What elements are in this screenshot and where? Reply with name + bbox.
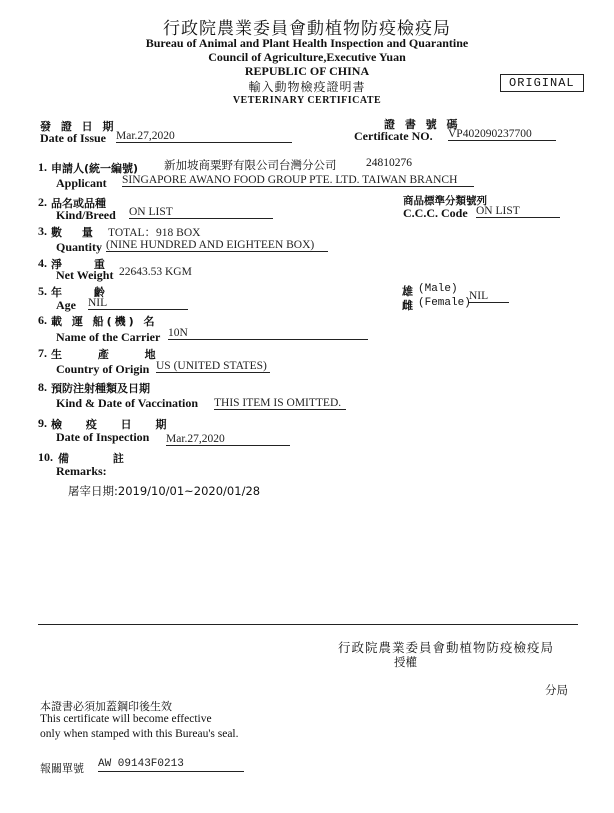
net-weight-value: 22643.53 KGM: [119, 266, 192, 278]
date-of-issue-label: Date of Issue: [40, 131, 106, 145]
field-number: 7.: [38, 346, 47, 360]
carrier-label: Name of the Carrier: [56, 330, 161, 344]
applicant-value-zh: 新加坡商粟野有限公司台灣分公司: [164, 158, 337, 172]
carrier-label-zh: 載 運 船(機) 名: [51, 315, 158, 328]
agency-title-zh: 行政院農業委員會動植物防疫檢疫局: [163, 19, 451, 39]
origin-label: Country of Origin: [56, 362, 150, 376]
quantity-words-value: (NINE HUNDRED AND EIGHTEEN BOX): [106, 239, 328, 252]
origin-label-zh: 生 產 地: [51, 348, 172, 361]
female-label: (Female): [418, 297, 471, 309]
field-number: 1.: [38, 160, 47, 174]
field-number: 6.: [38, 313, 47, 327]
quantity-label-zh: 數 量: [51, 226, 101, 239]
field-number: 3.: [38, 224, 47, 238]
vaccination-label-zh: 預防注射種類及日期: [51, 382, 150, 395]
field-number: 9.: [38, 416, 47, 430]
quantity-value: TOTAL：918 BOX: [108, 227, 201, 239]
customs-number-value: AW 09143F0213: [98, 759, 244, 772]
field-number: 10.: [38, 450, 53, 464]
remarks-value: 屠宰日期:2019/10/01~2020/01/28: [68, 484, 261, 498]
applicant-label: Applicant: [56, 176, 107, 190]
applicant-label-zh: 申請人(統一編號): [51, 162, 139, 175]
certificate-no-label-zh: 證 書 號 碼: [384, 118, 461, 131]
applicant-tax-id: 24810276: [366, 157, 412, 169]
original-stamp-box: ORIGINAL: [500, 74, 584, 92]
age-value: NIL: [88, 297, 188, 310]
inspection-label: Date of Inspection: [56, 430, 150, 444]
applicant-value: SINGAPORE AWANO FOOD GROUP PTE. LTD. TAIWAN BRANCH: [122, 174, 474, 187]
carrier-value: 10N: [168, 327, 368, 340]
ccc-code-label: C.C.C. Code: [403, 206, 468, 220]
inspection-value: Mar.27,2020: [166, 433, 290, 446]
sex-value: NIL: [469, 290, 509, 303]
ccc-code-value: ON LIST: [476, 205, 560, 218]
female-label-zh: 雌: [402, 299, 413, 312]
field-number: 5.: [38, 284, 47, 298]
field-number: 2.: [38, 195, 47, 209]
certificate-title-zh: 輸入動物檢疫證明書: [248, 80, 366, 94]
authorized-label-zh: 授權: [394, 655, 417, 669]
agency-title-en: Bureau of Animal and Plant Health Inspection and Quarantine: [145, 36, 469, 50]
footer-divider: [38, 624, 578, 625]
male-label: (Male): [418, 283, 458, 295]
net-weight-label-zh: 淨 重: [51, 258, 119, 271]
remarks-label-zh: 備 註: [58, 452, 144, 465]
seal-note-en-line-1: This certificate will become effective: [40, 713, 212, 725]
quantity-label: Quantity: [56, 240, 103, 254]
ccc-code-label-zh: 商品標準分類號列: [403, 195, 487, 207]
kind-value: ON LIST: [129, 206, 273, 219]
certificate-no-label: Certificate NO.: [354, 129, 433, 143]
male-label-zh: 雄: [402, 285, 413, 298]
authority-title-zh: 行政院農業委員會動植物防疫檢疫局: [338, 640, 555, 655]
branch-label-zh: 分局: [545, 683, 568, 697]
age-label: Age: [56, 298, 76, 312]
date-of-issue-value: Mar.27,2020: [116, 130, 292, 143]
date-of-issue-label-zh: 發 證 日 期: [40, 120, 117, 133]
council-title-en: Council of Agriculture,Executive Yuan: [208, 50, 406, 64]
kind-label-zh: 品名或品種: [51, 197, 106, 210]
field-number: 8.: [38, 380, 47, 394]
age-label-zh: 年 齡: [51, 286, 119, 299]
country-title-en: REPUBLIC OF CHINA: [244, 64, 370, 78]
field-number: 4.: [38, 256, 47, 270]
origin-value: US (UNITED STATES): [156, 360, 270, 373]
vaccination-label: Kind & Date of Vaccination: [56, 396, 199, 410]
inspection-label-zh: 檢 疫 日 期: [51, 418, 177, 431]
customs-number-label-zh: 報關單號: [40, 762, 84, 775]
kind-label: Kind/Breed: [56, 208, 116, 222]
vaccination-value: THIS ITEM IS OMITTED.: [214, 397, 346, 410]
certificate-no-value: VP402090237700: [448, 128, 556, 141]
net-weight-label: Net Weight: [56, 268, 114, 282]
certificate-title-en: VETERINARY CERTIFICATE: [232, 95, 382, 106]
remarks-label: Remarks:: [56, 464, 107, 478]
seal-note-zh: 本證書必須加蓋鋼印後生效: [40, 700, 172, 713]
seal-note-en-line-2: only when stamped with this Bureau's seal.: [40, 728, 239, 740]
